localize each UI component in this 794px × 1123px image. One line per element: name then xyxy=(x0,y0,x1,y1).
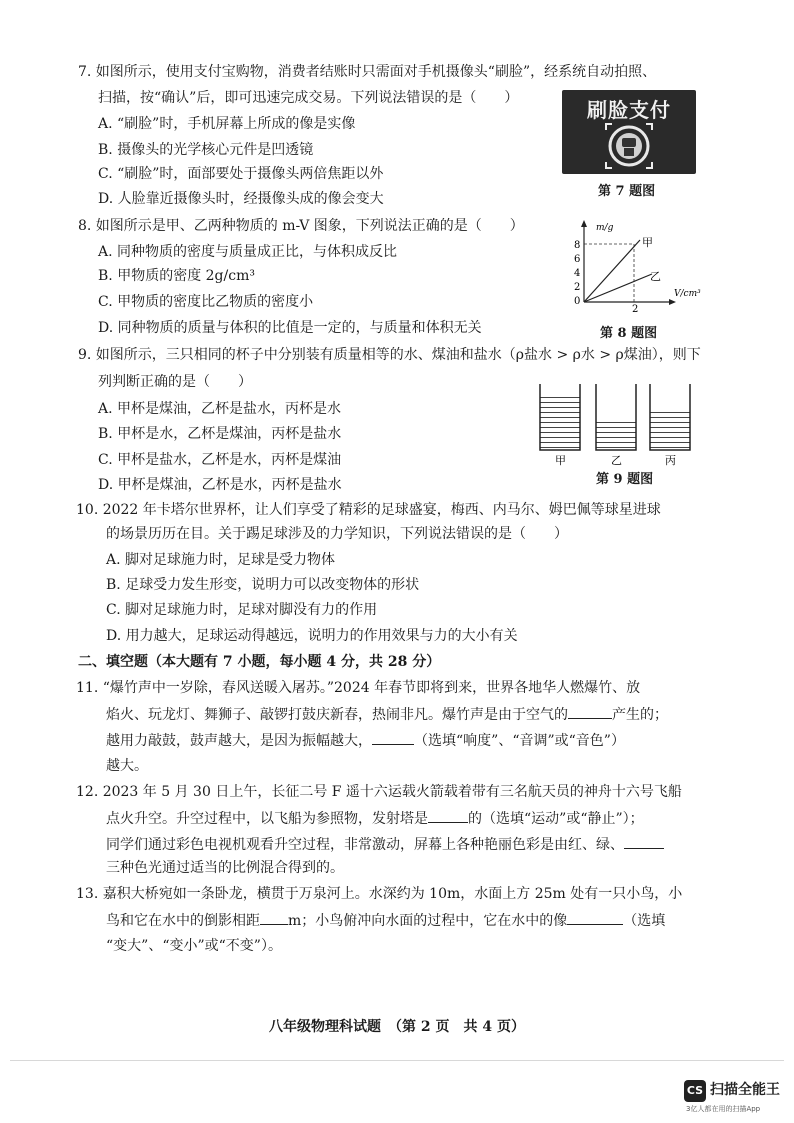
q7-option-a: A. “刷脸”时，手机屏幕上所成的像是实像 xyxy=(98,116,356,132)
q12-line1: 12. 2023 年 5 月 30 日上午，长征二号 F 遥十六运载火箭载着带有三名航天员的神舟十六号飞船 xyxy=(76,784,682,800)
q7-line1: 7. 如图所示，使用支付宝购物，消费者结账时只需面对手机摄像头“刷脸”，经系统自动拍照、 xyxy=(78,64,657,80)
q10-option-c: C. 脚对足球施力时，足球对脚没有力的作用 xyxy=(106,602,378,618)
q12-line3-text-a: 同学们通过彩色电视机观看升空过程，非常激动，屏幕上各种艳丽色彩是由红、绿、 xyxy=(106,837,624,853)
q9-caption: 第 9 题图 xyxy=(596,472,654,487)
q12-line4: 三种色光通过适当的比例混合得到的。 xyxy=(106,860,344,876)
q9-line2: 列判断正确的是（ ） xyxy=(98,374,252,390)
cup-yi-label: 乙 xyxy=(611,454,622,466)
camscanner-tagline: 3亿人都在用的扫描App xyxy=(686,1105,761,1113)
q11-blank-1[interactable] xyxy=(568,704,612,719)
q11-line1: 11. “爆竹声中一岁除，春风送暖入屠苏。”2024 年春节即将到来，世界各地华人燃爆竹、放 xyxy=(76,680,641,696)
q11-blank-2[interactable] xyxy=(372,730,414,745)
q12-blank-2[interactable] xyxy=(624,834,664,849)
q7-option-d: D. 人脸靠近摄像头时，经摄像头成的像会变大 xyxy=(98,191,384,207)
q10-line1: 10. 2022 年卡塔尔世界杯，让人们享受了精彩的足球盛宴，梅西、内马尔、姆巴佩等球星进球 xyxy=(76,502,661,518)
y-axis-label: m/g xyxy=(596,223,614,233)
q8-caption: 第 8 题图 xyxy=(600,326,658,341)
q7-line2: 扫描，按“确认”后，即可迅速完成交易。下列说法错误的是（ ） xyxy=(98,90,519,106)
q9-option-a: A. 甲杯是煤油，乙杯是盐水，丙杯是水 xyxy=(98,401,342,417)
q13-blank-2[interactable] xyxy=(567,910,623,925)
q9-option-b: B. 甲杯是水，乙杯是煤油，丙杯是盐水 xyxy=(98,426,342,442)
q12-line3 xyxy=(106,834,664,855)
q12-line2-text-b: 的（选填“运动”或“静止”）； xyxy=(468,811,644,827)
q8-line1: 8. 如图所示是甲、乙两种物质的 m-V 图象，下列说法正确的是（ ） xyxy=(78,218,524,234)
ytick-2: 2 xyxy=(574,282,581,293)
cup-jia-liquid xyxy=(540,394,580,450)
q12-blank-1[interactable] xyxy=(428,808,468,823)
cup-jia-label: 甲 xyxy=(555,454,566,466)
y-axis-arrow-icon xyxy=(581,220,587,227)
q11-line2-text-a: 焰火、玩龙灯、舞狮子、敲锣打鼓庆新春，热闹非凡。爆竹声是由于空气的 xyxy=(106,707,568,723)
q8-option-a: A. 同种物质的密度与质量成正比，与体积成反比 xyxy=(98,244,398,260)
q10-option-b: B. 足球受力发生形变，说明力可以改变物体的形状 xyxy=(106,577,420,593)
q12-line2-text-a: 点火升空。升空过程中，以飞船为参照物，发射塔是 xyxy=(106,811,428,827)
q11-line3 xyxy=(106,730,625,751)
q12-line2 xyxy=(106,808,644,829)
cup-bing-label: 丙 xyxy=(665,454,676,466)
q11-line3-text-b: （选填“响度”、“音调”或“音色”） xyxy=(414,733,625,749)
q11-line2-text-b: 产生的； xyxy=(612,707,668,723)
q7-option-b: B. 摄像头的光学核心元件是凹透镜 xyxy=(98,142,314,158)
q8-option-c: C. 甲物质的密度比乙物质的密度小 xyxy=(98,294,314,310)
series-yi-line xyxy=(584,274,652,302)
ytick-4: 4 xyxy=(574,268,581,279)
x-axis-label: V/cm³ xyxy=(674,289,701,299)
q7-figure-title: 刷脸支付 xyxy=(587,98,671,122)
camscanner-name: 扫描全能王 xyxy=(710,1082,780,1098)
q10-line2: 的场景历历在目。关于踢足球涉及的力学知识，下列说法错误的是（ ） xyxy=(106,526,568,542)
q9-line1: 9. 如图所示，三只相同的杯子中分别装有质量相等的水、煤油和盐水（ρ盐水 > ρ水 > ρ煤油），则下 xyxy=(78,347,701,363)
page-footer: 八年级物理科试题 （第 2 页 共 4 页） xyxy=(269,1019,525,1035)
q13-line3: “变大”、“变小”或“不变”）。 xyxy=(106,938,282,954)
ytick-6: 6 xyxy=(574,254,581,265)
ytick-0: 0 xyxy=(574,296,581,307)
q9-cups-figure xyxy=(530,380,696,466)
q7-option-c: C. “刷脸”时，面部要处于摄像头两倍焦距以外 xyxy=(98,166,384,182)
ytick-8: 8 xyxy=(574,240,581,251)
page-divider xyxy=(10,1060,784,1061)
series-yi-label: 乙 xyxy=(650,270,661,283)
q10-option-a: A. 脚对足球施力时，足球是受力物体 xyxy=(106,552,336,568)
q9-option-d: D. 甲杯是煤油，乙杯是水，丙杯是盐水 xyxy=(98,477,342,493)
q8-option-d: D. 同种物质的质量与体积的比值是一定的，与质量和体积无关 xyxy=(98,320,482,336)
q10-option-d: D. 用力越大，足球运动得越远，说明力的作用效果与力的大小有关 xyxy=(106,628,518,644)
q13-line1: 13. 嘉积大桥宛如一条卧龙，横贯于万泉河上。水深约为 10m，水面上方 25m 处有一只小鸟，小 xyxy=(76,886,683,902)
q8-mv-graph xyxy=(562,214,712,324)
camscanner-logo-icon: CS xyxy=(684,1080,706,1102)
q8-option-b: B. 甲物质的密度 2g/cm³ xyxy=(98,268,255,284)
cup-bing-liquid xyxy=(650,408,690,450)
x-axis-arrow-icon xyxy=(669,299,676,305)
q13-blank-1[interactable] xyxy=(260,910,288,925)
q11-line2 xyxy=(106,704,668,725)
q7-figure-face-pay xyxy=(562,90,696,174)
xtick-2: 2 xyxy=(632,304,639,315)
q9-option-c: C. 甲杯是盐水，乙杯是水，丙杯是煤油 xyxy=(98,452,342,468)
q11-line3-text-a: 越用力敲鼓，鼓声越大，是因为振幅越大， xyxy=(106,733,372,749)
q7-caption: 第 7 题图 xyxy=(598,184,656,199)
q13-line2-text-b: m；小鸟俯冲向水面的过程中，它在水中的像 xyxy=(288,913,568,929)
cup-yi-liquid xyxy=(596,422,636,450)
series-jia-label: 甲 xyxy=(642,236,653,249)
face-scan-icon xyxy=(562,90,696,174)
q11-line4: 越大。 xyxy=(106,758,148,774)
q13-line2-text-c: （选填 xyxy=(623,913,666,929)
series-jia-line xyxy=(584,240,640,302)
q13-line2 xyxy=(106,910,665,931)
section-fill-in-heading: 二、填空题（本大题有 7 小题，每小题 4 分，共 28 分） xyxy=(78,654,441,670)
q13-line2-text-a: 鸟和它在水中的倒影相距 xyxy=(106,913,260,929)
